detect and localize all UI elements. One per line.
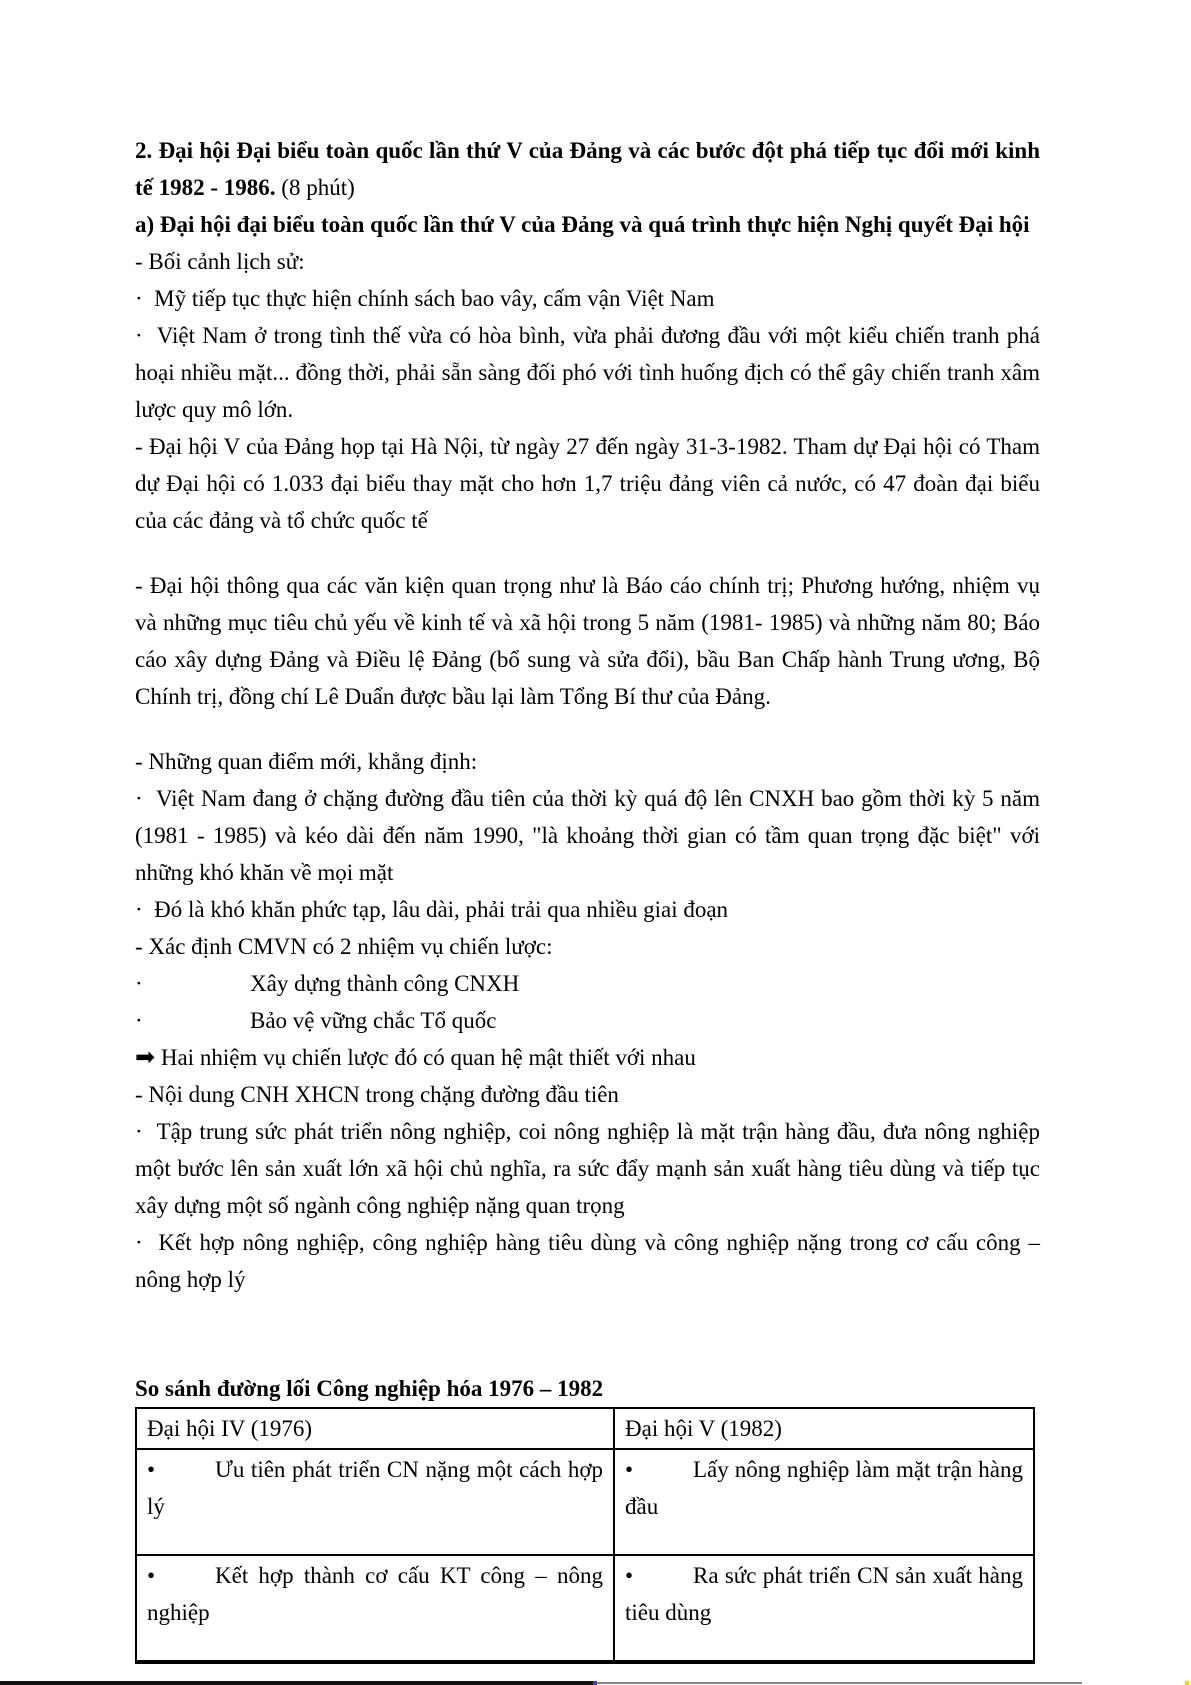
paragraph: - Xác định CMVN có 2 nhiệm vụ chiến lược: (135, 934, 553, 959)
blank-lines (135, 1298, 1040, 1370)
paragraph-indented (135, 1002, 1040, 1039)
paragraph: - Những quan điểm mới, khẳng định: (135, 749, 478, 774)
paragraph: · Kết hợp nông nghiệp, công nghiệp hàng tiêu dùng và công nghiệp nặng trong cơ cấu công – nông hợp lý (135, 1230, 1040, 1292)
table-header-cell: Đại hội V (1982) (614, 1408, 1034, 1449)
bullet-dot-icon: · (135, 971, 143, 996)
section-heading-bold: 2. Đại hội Đại biểu toàn quốc lần thứ V của Đảng và các bước đột phá tiếp tục đổi mới kinh tế 1982 - 1986. (135, 138, 1040, 200)
paragraph-text: Hai nhiệm vụ chiến lược đó có quan hệ mật thiết với nhau (160, 1045, 696, 1070)
table-cell-text: Lấy nông nghiệp làm mặt trận hàng đầu (625, 1457, 1023, 1519)
comparison-table (135, 1407, 1035, 1664)
paragraph: - Nội dung CNH XHCN trong chặng đường đầu tiên (135, 1082, 619, 1107)
bottom-edge-yellow-dot (1185, 1681, 1189, 1685)
table-row (136, 1555, 1034, 1662)
bullet-icon: • (625, 1457, 634, 1482)
table-header-cell: Đại hội IV (1976) (136, 1408, 614, 1449)
table-cell-text: Ra sức phát triển CN sản xuất hàng tiêu dùng (625, 1563, 1023, 1625)
bullet-dot-icon: · (135, 1008, 143, 1033)
section-heading-duration: (8 phút) (275, 175, 355, 200)
paragraph: · Việt Nam ở trong tình thế vừa có hòa bình, vừa phải đương đầu với một kiểu chiến tranh phá hoại nhiều mặt... đồng thời, phải sẵn sàng đối phó với tình huống địch có thể gây chiến tranh xâm lược quy mô lớn. (135, 323, 1040, 422)
table-cell (136, 1449, 614, 1555)
document-content (135, 132, 1040, 1664)
window-bottom-edge-line (594, 1682, 1082, 1684)
paragraph: - Đại hội thông qua các văn kiện quan trọng như là Báo cáo chính trị; Phương hướng, nhiệm vụ và những mục tiêu chủ yếu về kinh tế và xã hội trong 5 năm (1981- 1985) và những năm 80; Báo cáo xây dựng Đảng và Điều lệ Đảng (bổ sung và sửa đổi), bầu Ban Chấp hành Trung ương, Bộ Chính trị, đồng chí Lê Duẩn được bầu lại làm Tổng Bí thư của Đảng. (135, 573, 1040, 709)
arrow-right-icon: ➡ (135, 1043, 156, 1071)
table-title: So sánh đường lối Công nghiệp hóa 1976 – 1982 (135, 1376, 604, 1401)
paragraph: · Việt Nam đang ở chặng đường đầu tiên của thời kỳ quá độ lên CNXH bao gồm thời kỳ 5 năm (1981 - 1985) và kéo dài đến năm 1990, "là khoảng thời gian có tầm quan trọng đặc biệt" với những khó khăn về mọi mặt (135, 786, 1040, 885)
table-row (136, 1449, 1034, 1555)
blank-line (135, 715, 1040, 743)
subsection-heading: a) Đại hội đại biểu toàn quốc lần thứ V của Đảng và quá trình thực hiện Nghị quyết Đại hội (135, 212, 1030, 237)
bullet-icon: • (625, 1563, 634, 1588)
paragraph-text: Xây dựng thành công CNXH (250, 971, 520, 996)
paragraph: · Đó là khó khăn phức tạp, lâu dài, phải trải qua nhiều giai đoạn (135, 897, 729, 922)
paragraph: - Đại hội V của Đảng họp tại Hà Nội, từ ngày 27 đến ngày 31-3-1982. Tham dự Đại hội có Tham dự Đại hội có 1.033 đại biểu thay mặt cho hơn 1,7 triệu đảng viên cả nước, có 47 đoàn đại biểu của các đảng và tổ chức quốc tế (135, 434, 1040, 533)
paragraph-arrow (135, 1039, 1040, 1076)
bullet-icon: • (147, 1457, 156, 1482)
table-cell-text: Kết hợp thành cơ cấu KT công – nông nghiệp (147, 1563, 603, 1625)
table-cell (614, 1449, 1034, 1555)
paragraph-text: Bảo vệ vững chắc Tổ quốc (250, 1008, 497, 1033)
table-cell-text: Ưu tiên phát triển CN nặng một cách hợp lý (147, 1457, 603, 1519)
table-cell (614, 1555, 1034, 1662)
bottom-edge-blue-dot (593, 1681, 597, 1685)
bullet-icon: • (147, 1563, 156, 1588)
blank-line (135, 539, 1040, 567)
paragraph: · Mỹ tiếp tục thực hiện chính sách bao vây, cấm vận Việt Nam (135, 286, 715, 311)
section-heading (135, 132, 1040, 206)
table-header-row (136, 1408, 1034, 1449)
window-bottom-edge (0, 1681, 594, 1685)
table-cell (136, 1555, 614, 1662)
paragraph: · Tập trung sức phát triển nông nghiệp, coi nông nghiệp là mặt trận hàng đầu, đưa nông nghiệp một bước lên sản xuất lớn xã hội chủ nghĩa, ra sức đẩy mạnh sản xuất hàng tiêu dùng và tiếp tục xây dựng một số ngành công nghiệp nặng quan trọng (135, 1119, 1040, 1218)
paragraph-indented (135, 965, 1040, 1002)
paragraph: - Bối cảnh lịch sử: (135, 249, 305, 274)
